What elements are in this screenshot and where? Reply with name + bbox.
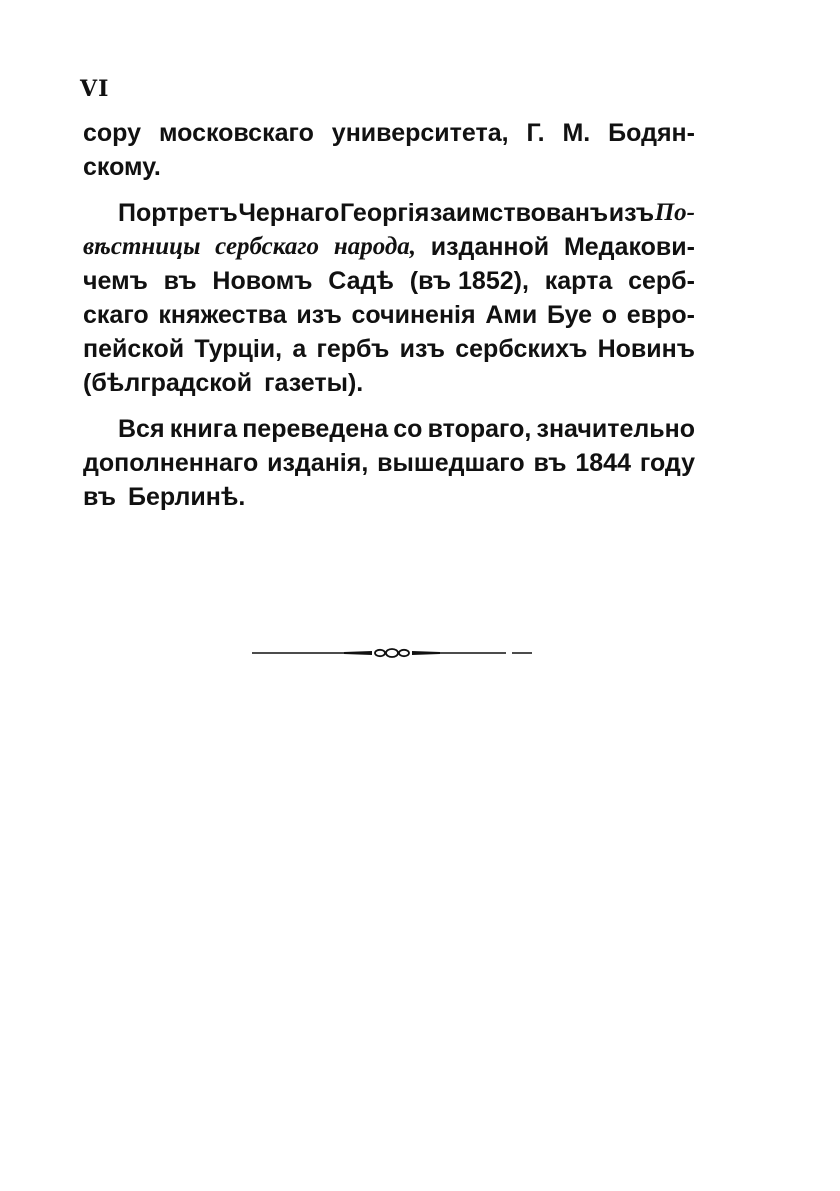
text-block — [83, 116, 695, 514]
text-line — [83, 264, 695, 298]
word: переведена — [242, 415, 389, 443]
text-line — [83, 480, 695, 514]
word: сербскихъ — [455, 335, 588, 363]
word: Чернаго — [238, 199, 340, 227]
text-line — [83, 196, 695, 230]
word: карта — [544, 267, 613, 295]
word: пейской — [83, 335, 185, 363]
word: Медакови- — [563, 233, 695, 261]
text-line — [83, 230, 695, 264]
word: княжества — [158, 301, 287, 329]
flourish-icon — [375, 649, 409, 657]
word: (въ 1852), — [409, 267, 529, 295]
word: Г. — [526, 119, 545, 147]
word: московскаго — [158, 119, 314, 147]
word: втораго, — [427, 415, 532, 443]
word: скаго — [83, 301, 149, 329]
word: Георгія — [340, 199, 430, 227]
paragraph-gap — [83, 184, 695, 196]
word: евро- — [626, 301, 695, 329]
text-line — [83, 116, 695, 150]
word: вѣстницы — [83, 233, 201, 260]
text-line — [83, 298, 695, 332]
word: серб- — [628, 267, 695, 295]
ornament-divider — [252, 645, 532, 661]
word: изданія, — [267, 449, 369, 477]
word: гербъ — [316, 335, 390, 363]
word: книга — [169, 415, 238, 443]
word: Портретъ — [118, 199, 238, 227]
word: Буе — [546, 301, 593, 329]
word: сочиненія — [351, 301, 476, 329]
divider-left-taper — [344, 651, 372, 655]
word: значительно — [536, 415, 695, 443]
word: По- — [654, 199, 695, 226]
word: Новинъ — [597, 335, 695, 363]
word: дополненнаго — [83, 449, 259, 477]
word: Бодян- — [608, 119, 695, 147]
divider-right-taper — [412, 651, 440, 655]
text-line — [83, 446, 695, 480]
word: заимствованъ — [429, 199, 609, 227]
word: о — [601, 301, 618, 329]
word: Ами — [485, 301, 538, 329]
word: изъ — [296, 301, 342, 329]
word: университета, — [331, 119, 509, 147]
text-line — [83, 150, 695, 184]
word: изданной — [430, 233, 550, 261]
word: 1844 — [575, 449, 631, 477]
text-line — [83, 366, 695, 400]
word: сору — [83, 119, 142, 147]
word: изъ — [399, 335, 446, 363]
word: чемъ — [83, 267, 148, 295]
word: Новомъ — [212, 267, 313, 295]
word: вышедшаго — [377, 449, 525, 477]
word: сербскаго — [215, 233, 320, 260]
word: (бѣлградской — [83, 369, 253, 397]
word: Турціи, — [194, 335, 283, 363]
word: году — [639, 449, 695, 477]
word: М. — [562, 119, 591, 147]
word: Садѣ — [328, 267, 394, 295]
word: Берлинѣ. — [127, 483, 246, 511]
word: Вся — [118, 415, 165, 443]
word: въ — [83, 483, 116, 511]
word: газеты). — [264, 369, 364, 397]
page-number: VI — [80, 76, 110, 102]
word: а — [292, 335, 307, 363]
word: со — [393, 415, 423, 443]
word: изъ — [608, 199, 655, 227]
paragraph-gap — [83, 400, 695, 412]
word: народа, — [333, 233, 417, 260]
word: скому. — [83, 153, 161, 181]
word: въ — [163, 267, 197, 295]
text-line — [83, 332, 695, 366]
word: въ — [533, 449, 567, 477]
text-line — [83, 412, 695, 446]
